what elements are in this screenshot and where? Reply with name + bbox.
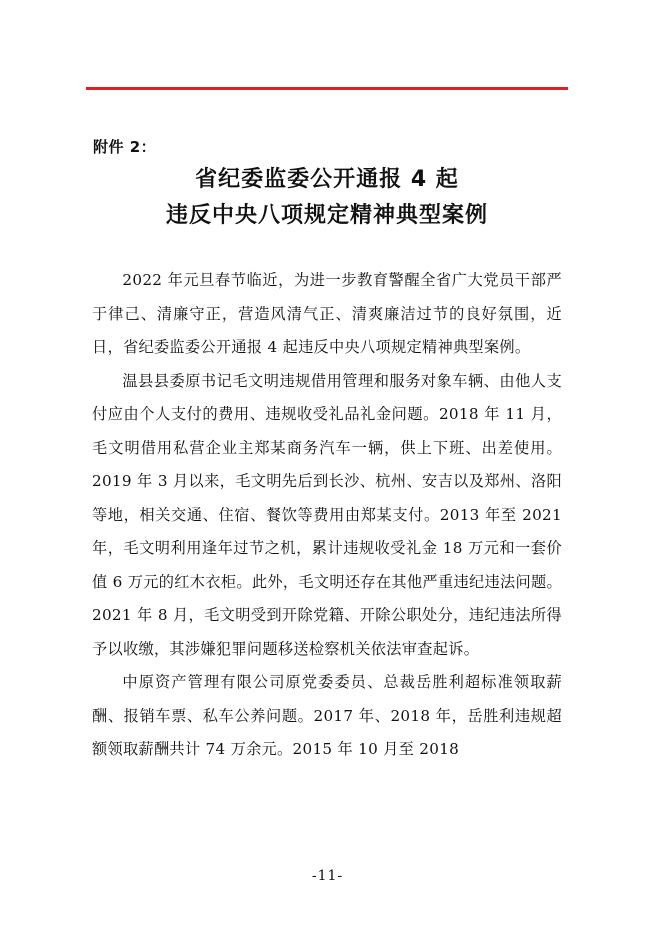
paragraph-intro: 2022 年元旦春节临近，为进一步教育警醒全省广大党员干部严于律己、清廉守正，营造风清气正、清爽廉洁过节的良好氛围，近日，省纪委监委公开通报 4 起违反中央八项规定精神典型案例。 [92, 271, 562, 356]
document-title-line-1: 省纪委监委公开通报 4 起 [195, 167, 459, 192]
paragraph-case-1: 温县县委原书记毛文明违规借用管理和服务对象车辆、由他人支付应由个人支付的费用、违规收受礼品礼金问题。2018 年 11 月，毛文明借用私营企业主郑某商务汽车一辆，供上下班、出差使用。2019 年 3 月以来，毛文明先后到长沙、杭州、安吉以及郑州、洛阳等地，相关交通、住宿、餐饮等费用由郑某支付。2013 年至 2021 年，毛文明利用逢年过节之机，累计违规收受礼金 18 万元和一套价值 6 万元的红木衣柜。此外，毛文明还存在其他严重违纪违法问题。2021 年 8 月，毛文明受到开除党籍、开除公职处分，违纪违法所得予以收缴，其涉嫌犯罪问题移送检察机关依法审查起诉。 [92, 371, 562, 658]
attachment-label: 附件 2： [93, 138, 157, 156]
paragraph-case-2: 中原资产管理有限公司原党委委员、总裁岳胜利超标准领取薪酬、报销车票、私车公养问题。2017 年、2018 年，岳胜利违规超额领取薪酬共计 74 万余元。2015 年 10 月至 2018 [92, 673, 562, 758]
page-number: -11- [311, 868, 344, 884]
document-title-line-2: 违反中央八项规定精神典型案例 [165, 203, 488, 228]
red-header-rule [86, 87, 568, 90]
document-body [92, 264, 562, 767]
